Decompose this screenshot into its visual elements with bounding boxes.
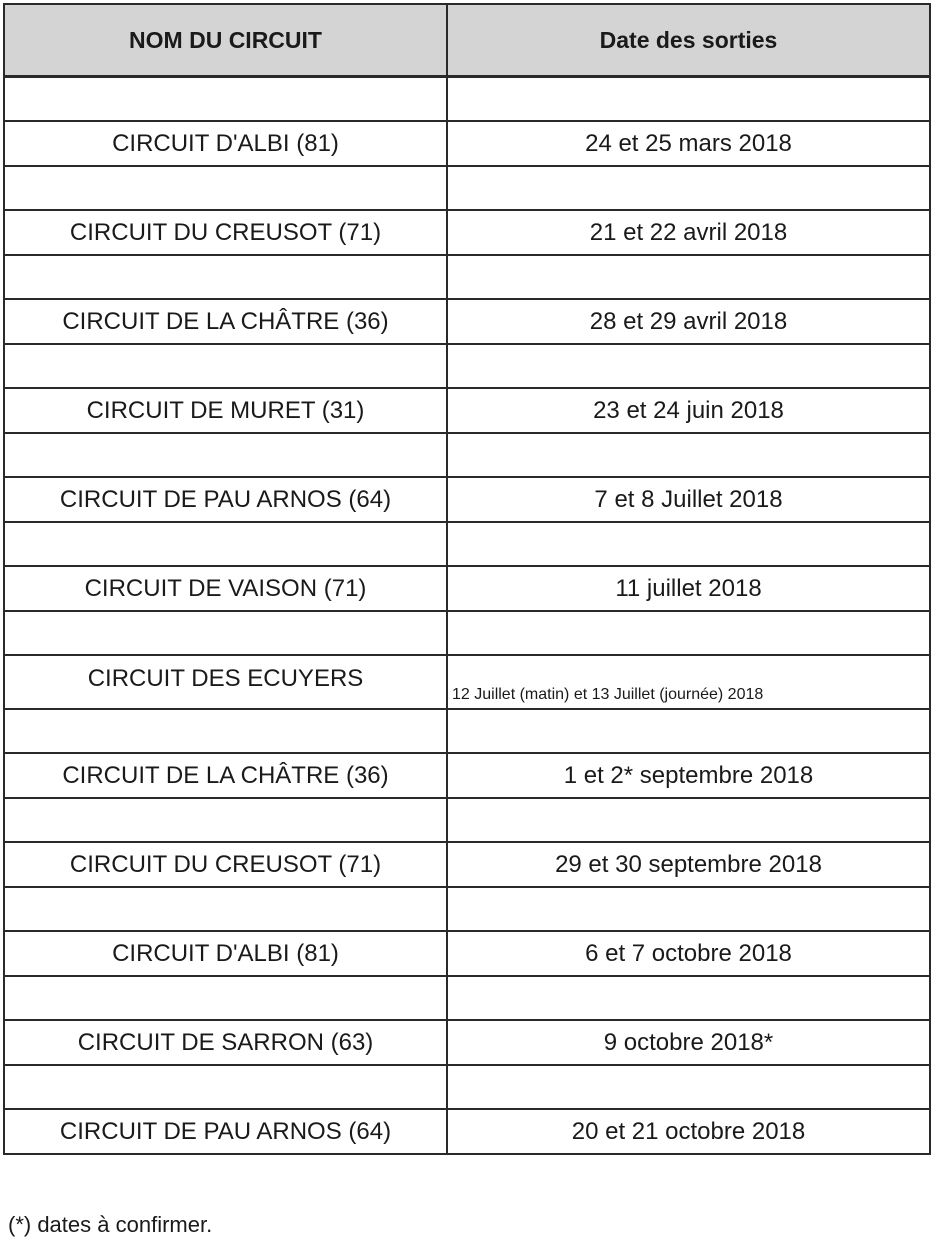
empty-cell — [447, 798, 930, 842]
empty-cell — [4, 709, 447, 753]
circuit-name-cell: CIRCUIT D'ALBI (81) — [4, 121, 447, 166]
circuit-name-cell: CIRCUIT DE LA CHÂTRE (36) — [4, 753, 447, 798]
empty-cell — [447, 709, 930, 753]
spacer-row — [4, 1065, 930, 1109]
table-row — [4, 1109, 930, 1154]
circuit-name-cell: CIRCUIT DES ECUYERS — [4, 655, 447, 709]
date-cell: 23 et 24 juin 2018 — [447, 388, 930, 433]
circuit-name-cell: CIRCUIT DU CREUSOT (71) — [4, 210, 447, 255]
table-row — [4, 753, 930, 798]
header-row — [4, 4, 930, 77]
footnote-text: (*) dates à confirmer. — [8, 1212, 213, 1237]
table-row — [4, 655, 930, 709]
empty-cell — [4, 433, 447, 477]
circuit-name-cell: CIRCUIT DE LA CHÂTRE (36) — [4, 299, 447, 344]
circuit-name-cell: CIRCUIT DE SARRON (63) — [4, 1020, 447, 1065]
spacer-row — [4, 255, 930, 299]
empty-cell — [4, 255, 447, 299]
date-cell: 11 juillet 2018 — [447, 566, 930, 611]
header-circuit-name: NOM DU CIRCUIT — [4, 4, 447, 77]
table-row — [4, 299, 930, 344]
spacer-row — [4, 77, 930, 122]
schedule-sheet — [3, 3, 929, 1155]
header-date: Date des sorties — [447, 4, 930, 77]
empty-cell — [447, 166, 930, 210]
date-cell: 24 et 25 mars 2018 — [447, 121, 930, 166]
date-cell: 7 et 8 Juillet 2018 — [447, 477, 930, 522]
empty-cell — [447, 77, 930, 122]
table-row — [4, 477, 930, 522]
date-cell: 20 et 21 octobre 2018 — [447, 1109, 930, 1154]
spacer-row — [4, 433, 930, 477]
table-row — [4, 210, 930, 255]
table-row — [4, 388, 930, 433]
spacer-row — [4, 522, 930, 566]
empty-cell — [4, 976, 447, 1020]
empty-cell — [447, 255, 930, 299]
date-cell: 1 et 2* septembre 2018 — [447, 753, 930, 798]
empty-cell — [447, 522, 930, 566]
empty-cell — [447, 1065, 930, 1109]
circuit-name-cell: CIRCUIT DE MURET (31) — [4, 388, 447, 433]
spacer-row — [4, 166, 930, 210]
empty-cell — [4, 344, 447, 388]
circuit-name-cell: CIRCUIT DU CREUSOT (71) — [4, 842, 447, 887]
empty-cell — [447, 611, 930, 655]
date-cell: 21 et 22 avril 2018 — [447, 210, 930, 255]
table-row — [4, 1020, 930, 1065]
date-cell: 29 et 30 septembre 2018 — [447, 842, 930, 887]
table-row — [4, 566, 930, 611]
empty-cell — [4, 611, 447, 655]
spacer-row — [4, 887, 930, 931]
circuit-schedule-table — [3, 3, 931, 1155]
empty-cell — [4, 1065, 447, 1109]
table-row — [4, 931, 930, 976]
empty-cell — [4, 166, 447, 210]
spacer-row — [4, 976, 930, 1020]
empty-cell — [4, 887, 447, 931]
date-cell: 28 et 29 avril 2018 — [447, 299, 930, 344]
table-row — [4, 842, 930, 887]
empty-cell — [4, 798, 447, 842]
empty-cell — [447, 344, 930, 388]
date-cell: 12 Juillet (matin) et 13 Juillet (journée) 2018 — [447, 655, 930, 709]
circuit-name-cell: CIRCUIT DE PAU ARNOS (64) — [4, 477, 447, 522]
empty-cell — [447, 976, 930, 1020]
empty-cell — [4, 522, 447, 566]
spacer-row — [4, 344, 930, 388]
empty-cell — [447, 887, 930, 931]
table-row — [4, 121, 930, 166]
spacer-row — [4, 709, 930, 753]
date-cell: 9 octobre 2018* — [447, 1020, 930, 1065]
circuit-name-cell: CIRCUIT DE PAU ARNOS (64) — [4, 1109, 447, 1154]
circuit-name-cell: CIRCUIT DE VAISON (71) — [4, 566, 447, 611]
spacer-row — [4, 611, 930, 655]
date-cell: 6 et 7 octobre 2018 — [447, 931, 930, 976]
empty-cell — [447, 433, 930, 477]
spacer-row — [4, 798, 930, 842]
empty-cell — [4, 77, 447, 122]
circuit-name-cell: CIRCUIT D'ALBI (81) — [4, 931, 447, 976]
